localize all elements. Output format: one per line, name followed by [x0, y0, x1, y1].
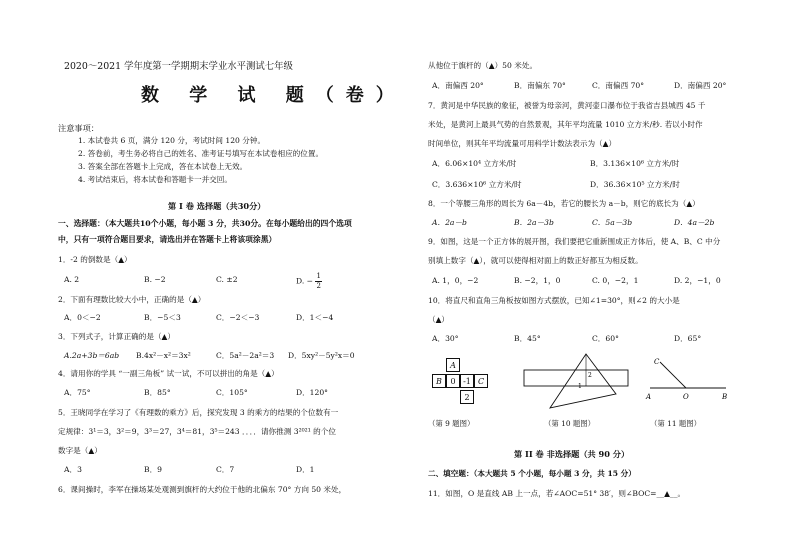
part1-heading: 第 I 卷 选择题（共30分） [168, 201, 266, 211]
q8-option-c: C．5a－3b [592, 218, 633, 227]
q2-option-d: D．1＜−4 [296, 313, 334, 322]
right-column [428, 0, 758, 560]
q5-option-b: B．9 [144, 465, 163, 474]
q5-option-d: D．1 [296, 465, 315, 474]
q9-line: 别填上数字（▲），就可以使得相对面上的数正好都互为相反数。 [428, 256, 643, 265]
q2-option-a: A．0＜−2 [64, 313, 101, 322]
q4-option-c: C．105° [216, 388, 248, 397]
q1-stem: 1．-2 的倒数是（▲） [58, 255, 132, 264]
q1-option-d [296, 272, 322, 291]
point-a-label: A [646, 393, 652, 401]
q6-line: 6．课间操时，李军在操场某处观测到旗杆的大约位于他的北偏东 70° 方向 50 米处， [58, 485, 347, 494]
q4-option-d: D．120° [296, 388, 328, 397]
net-cell-a: A [446, 358, 460, 372]
q10-option-b: B．45° [514, 334, 541, 343]
net-cell-2: 2 [460, 390, 474, 404]
q7-line: 米处，是黄河上最具气势的自然景观，其年平均流量 1010 立方米/秒. 若以小时作 [428, 120, 703, 129]
q4-option-b: B．85° [144, 388, 171, 397]
figure-11-caption: （第 11 题图） [650, 419, 702, 428]
point-c-label: C [654, 358, 660, 366]
q7-option-a: A．6.06×10⁴ 立方米/时 [432, 159, 517, 168]
exam-title-line: 2020～2021 学年度第一学期期末学业水平测试七年级 [64, 61, 293, 72]
part2-intro: 二、填空题：（本大题共 5 个小题，每小题 3 分，共 15 分） [428, 469, 636, 478]
q2-stem: 2．下面有理数比较大小中，正确的是（▲） [58, 295, 206, 304]
q6-option-c: C．南偏西 70° [592, 81, 645, 90]
q10-line: （▲） [428, 315, 450, 324]
q6-line: 从他位于旗杆的（▲）50 米处。 [428, 61, 538, 70]
left-column [58, 0, 406, 560]
q7-line: 7．黄河是中华民族的象征，被誉为母亲河，黄河壶口瀑布位于我省吉县城西 45 千 [428, 101, 706, 110]
q10-option-a: A．30° [432, 334, 459, 343]
point-o-label: O [683, 393, 689, 401]
q10-option-d: D．65° [674, 334, 702, 343]
point-b-label: B [722, 393, 728, 401]
q1-option-d-prefix: D. − [296, 276, 314, 286]
q9-option-b: B. −2，1，0 [514, 276, 561, 285]
notice-item: 3. 答案全部在答题卡上完成，答在本试卷上无效。 [78, 162, 248, 171]
part2-heading: 第 II 卷 非选择题（共 90 分） [514, 449, 630, 459]
ruler-triangle-figure [520, 350, 632, 412]
q5-line: 5．王晓同学在学习了《有理数的乘方》后，探究发现 3 的乘方的结果的个位数有一 [58, 408, 339, 417]
cube-net-figure [430, 356, 514, 416]
subject-title: 数 学 试 题（卷） [141, 85, 406, 106]
part1-intro-line: 中，只有一项符合题目要求，请选出并在答题卡上将该项涂黑） [58, 235, 277, 244]
q7-line: 时间单位，则其年平均流量可用科学计数法表示为（▲） [428, 139, 617, 148]
q8-option-d: D．4a－2b [674, 218, 715, 227]
q7-option-b: B．3.136×10⁶ 立方米/时 [590, 159, 680, 168]
q2-option-c: C．−2＜−3 [216, 313, 260, 322]
q8-stem: 8．一个等腰三角形的周长为 6a－4b，若它的腰长为 a－b，则它的底长为（▲） [428, 199, 700, 208]
q9-option-a: A. 1，0，−2 [432, 276, 479, 285]
q3-stem: 3．下列式子，计算正确的是（▲） [58, 332, 175, 341]
notice-heading: 注意事项： [58, 123, 99, 133]
q8-option-a: A．2a－b [432, 218, 467, 227]
q10-option-c: C．60° [592, 334, 619, 343]
ruler-shape [524, 370, 628, 386]
q9-line: 9．如图，这是一个正方体的展开图，我们要把它重新围成正方体后，使 A、B、C 中分 [428, 237, 721, 246]
notice-item: 4. 考试结束后，将本试卷和答题卡一并交回。 [78, 175, 232, 184]
angle-figure [642, 356, 732, 404]
triangle-shape [550, 354, 616, 408]
figure-10-caption: （第 10 题图） [544, 419, 596, 428]
net-cell-c: C [474, 374, 488, 388]
q2-option-b: B．−5＜3 [144, 313, 181, 322]
q7-option-d: D．36.36×10⁵ 立方米/时 [590, 180, 680, 189]
figure-9-caption: （第 9 题图） [428, 419, 475, 428]
net-cell-b: B [432, 374, 446, 388]
q5-option-a: A．3 [64, 465, 82, 474]
q3-option-d: D．5xy²－5y²x＝0 [288, 351, 355, 360]
q3-option-a: A.2a+3b＝6ab [64, 351, 120, 360]
q5-line: 数字是（▲） [58, 446, 102, 455]
q10-line: 10．将直尺和直角三角板按如图方式摆放，已知∠1=30°，则∠2 的大小是 [428, 296, 680, 305]
q6-option-a: A．南偏西 20° [432, 81, 484, 90]
q8-option-b: B．2a－3b [514, 218, 554, 227]
q4-stem: 4．请用你的学具 “一副三角板” 试一试，不可以拼出的角是（▲） [58, 369, 279, 378]
fraction-denominator: 2 [316, 282, 321, 290]
q1-option-a: A. 2 [64, 275, 80, 284]
q6-option-d: D．南偏西 20° [674, 81, 727, 90]
q3-option-c: C．5a²－2a²＝3 [216, 351, 275, 360]
q1-option-c: C. ±2 [216, 275, 238, 284]
q1-option-b: B. −2 [144, 275, 166, 284]
q9-option-c: C. 0，−2，1 [592, 276, 639, 285]
part1-intro-line: 一、选择题：（本大题共10个小题，每小题 3 分，共30分。在每小题给出的四个选项 [58, 219, 352, 228]
q11-stem: 11．如图，O 是直线 AB 上一点，若∠AOC=51° 38′，则∠BOC=__▲__。 [428, 489, 686, 498]
q3-option-b: B.4x²－x²＝3x² [136, 351, 191, 360]
net-cell-minus1: -1 [460, 374, 474, 388]
q5-option-c: C．7 [216, 465, 235, 474]
q5-line: 定规律：3¹＝3，3²＝9，3³＝27，3⁴＝81，3⁵＝243 ．．．．请你推测 3²⁰²¹ 的个位 [58, 427, 336, 436]
q7-option-c: C．3.636×10⁶ 立方米/时 [432, 180, 522, 189]
fraction-numerator: 1 [316, 272, 321, 280]
angle-2-label: 2 [588, 372, 592, 379]
angle-1-label: 1 [578, 383, 582, 390]
q1-option-d-fraction [315, 272, 321, 291]
ray-oc [660, 362, 686, 388]
q4-option-a: A．75° [64, 388, 91, 397]
notice-item: 1. 本试卷共 6 页，满分 120 分，考试时间 120 分钟。 [78, 136, 266, 145]
q9-option-d: D. 2，−1，0 [674, 276, 721, 285]
net-cell-0: 0 [446, 374, 460, 388]
q6-option-b: B．南偏东 70° [514, 81, 566, 90]
notice-item: 2. 答卷前，考生务必将自己的姓名、准考证号填写在本试卷相应的位置。 [78, 149, 324, 158]
